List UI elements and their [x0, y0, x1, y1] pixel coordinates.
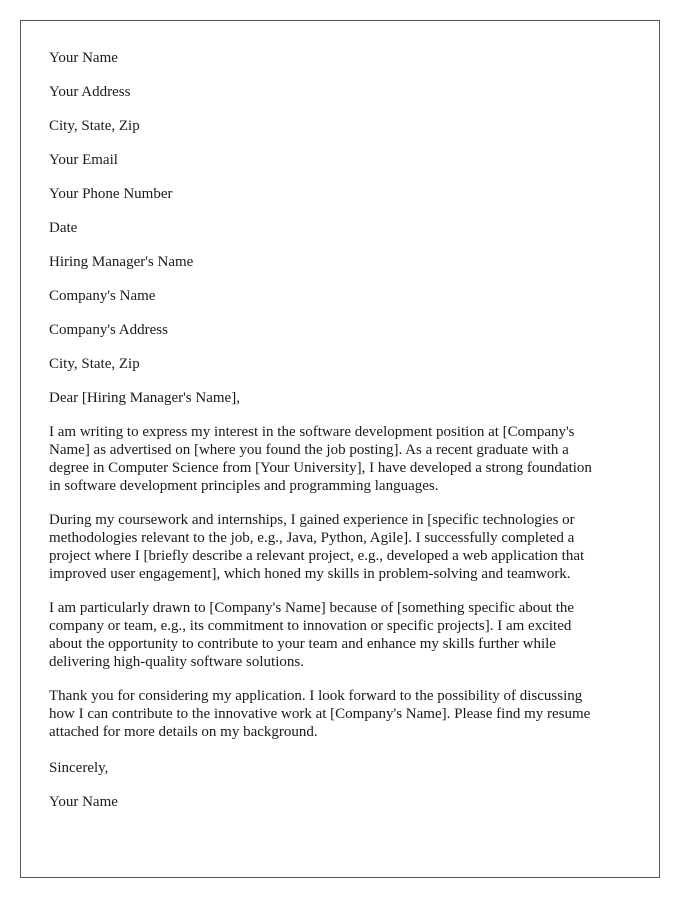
paragraph-line: methodologies relevant to the job, e.g., Java, Python, Agile]. I successfully completed a: [49, 530, 575, 546]
sender-city-state-zip: City, State, Zip: [49, 118, 140, 134]
paragraph-line: delivering high-quality software solutions.: [49, 654, 304, 670]
paragraph-line: attached for more details on my background.: [49, 724, 318, 740]
letter-page: [20, 20, 660, 878]
paragraph-line: company or team, e.g., its commitment to innovation or specific projects]. I am excited: [49, 618, 572, 634]
paragraph-line: degree in Computer Science from [Your University], I have developed a strong foundation: [49, 460, 592, 476]
recipient-company: Company's Name: [49, 288, 156, 304]
body-paragraph-4: [49, 687, 633, 741]
signature-name: Your Name: [49, 794, 118, 810]
letter-date: Date: [49, 220, 78, 236]
body-paragraph-3: [49, 599, 633, 671]
sender-address: Your Address: [49, 84, 131, 100]
recipient-name: Hiring Manager's Name: [49, 254, 194, 270]
body-paragraph-2: [49, 511, 633, 583]
recipient-city-state-zip: City, State, Zip: [49, 356, 140, 372]
paragraph-line: During my coursework and internships, I gained experience in [specific technologies or: [49, 512, 575, 528]
recipient-address: Company's Address: [49, 322, 168, 338]
paragraph-line: how I can contribute to the innovative work at [Company's Name]. Please find my resume: [49, 706, 591, 722]
paragraph-line: Thank you for considering my application. I look forward to the possibility of discussing: [49, 688, 583, 704]
body-paragraph-1: [49, 423, 633, 495]
sender-name: Your Name: [49, 50, 118, 66]
sender-phone: Your Phone Number: [49, 186, 173, 202]
paragraph-line: about the opportunity to contribute to your team and enhance my skills further while: [49, 636, 556, 652]
paragraph-line: improved user engagement], which honed my skills in problem-solving and teamwork.: [49, 566, 571, 582]
paragraph-line: project where I [briefly describe a relevant project, e.g., developed a web application that: [49, 548, 585, 564]
paragraph-line: Name] as advertised on [where you found the job posting]. As a recent graduate with a: [49, 442, 569, 458]
paragraph-line: in software development principles and programming languages.: [49, 478, 439, 494]
closing: Sincerely,: [49, 760, 109, 776]
paragraph-line: I am writing to express my interest in the software development position at [Company's: [49, 424, 575, 440]
sender-email: Your Email: [49, 152, 118, 168]
paragraph-line: I am particularly drawn to [Company's Name] because of [something specific about the: [49, 600, 575, 616]
salutation: Dear [Hiring Manager's Name],: [49, 390, 240, 406]
